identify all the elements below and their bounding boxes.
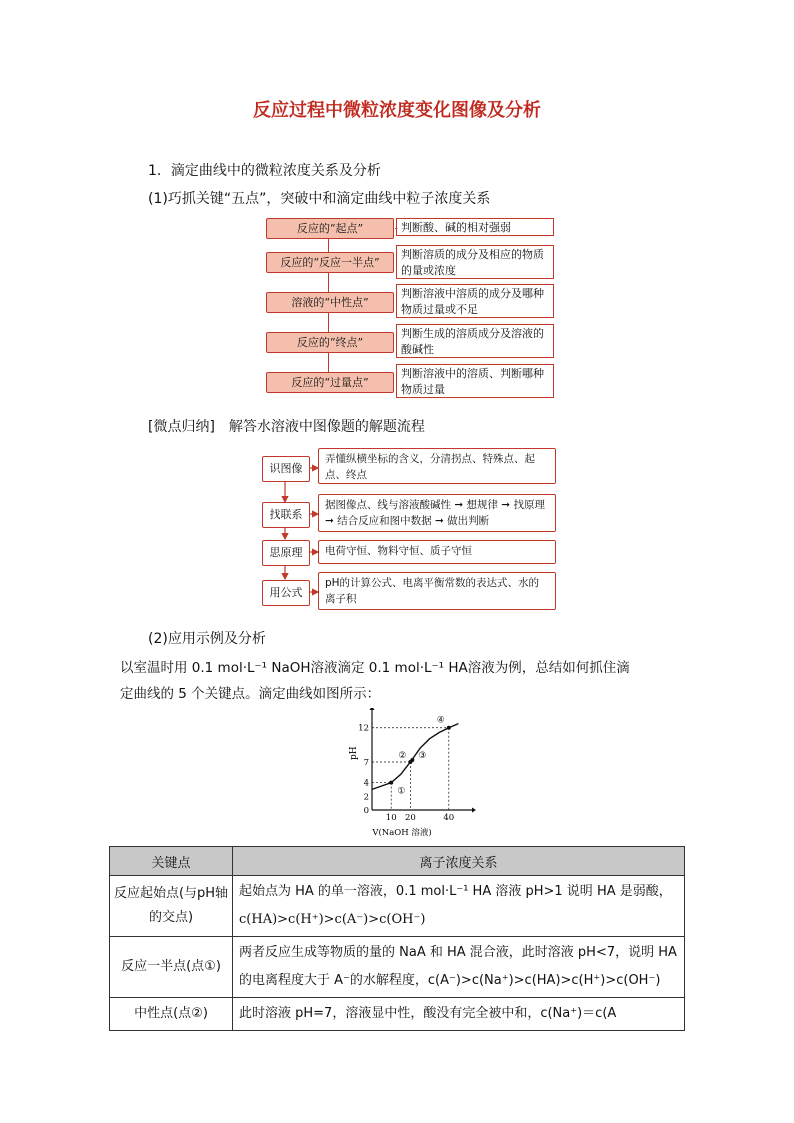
y-axis-label: pH	[349, 746, 359, 760]
relation-line: 此时溶液 pH=7，溶液显中性，酸没有完全被中和，c(Na⁺)＝c(A	[239, 1006, 617, 1021]
x-tick-label: 40	[443, 813, 455, 823]
x-axis-arrow	[472, 808, 476, 813]
key-point-box: 反应的“终点”	[266, 332, 394, 353]
titration-curve-chart	[346, 708, 476, 838]
y-tick-label: 4	[363, 778, 369, 789]
table-cell-key: 反应起始点(与pH轴的交点)	[110, 876, 233, 937]
data-point	[447, 726, 451, 730]
key-point-desc: 判断溶液中的溶质、判断哪种物质过量	[396, 364, 554, 398]
key-point-desc: 判断酸、碱的相对强弱	[396, 218, 554, 236]
table-cell-relation	[233, 876, 685, 937]
relation-line: 起始点为 HA 的单一溶液，0.1 mol·L⁻¹ HA 溶液 pH>1 说明 HA 是弱酸，	[239, 884, 672, 899]
key-point-box: 反应的“反应一半点”	[266, 252, 394, 273]
five-points-flowchart	[262, 214, 562, 400]
key-point-desc: 判断溶质的成分及相应的物质的量或浓度	[396, 245, 554, 279]
procedure-step: 思原理	[262, 540, 310, 566]
point-label: ②	[398, 751, 407, 761]
procedure-desc: 据图像点、线与溶液酸碱性 ➞ 想规律 ➞ 找原理 ➞ 结合反应和图中数据 ➞ 做出判断	[318, 494, 556, 532]
y-tick-label: 0	[363, 806, 369, 816]
procedure-desc: 弄懂纵横坐标的含义，分清拐点、特殊点、起点、终点	[318, 448, 556, 484]
table-cell-key: 中性点(点②)	[110, 998, 233, 1031]
key-point-box: 反应的“起点”	[266, 218, 394, 239]
relation-line: 两者反应生成等物质的量的 NaA 和 HA 混合液，此时溶液 pH<7，说明 HA	[239, 945, 677, 960]
subheading-example: (2)应用示例及分析	[148, 631, 266, 647]
paragraph-line-2: 定曲线的 5 个关键点。滴定曲线如图所示：	[120, 686, 381, 702]
relation-line: c(HA)>c(H⁺)>c(A⁻)>c(OH⁻)	[239, 912, 426, 927]
x-axis-label: V(NaOH 溶液)	[372, 828, 432, 838]
table-header: 离子浓度关系	[233, 847, 685, 876]
data-point	[389, 781, 393, 785]
table-header: 关键点	[110, 847, 233, 876]
y-tick-label: 7	[363, 758, 369, 768]
point-label: ④	[436, 715, 445, 726]
solving-procedure-flowchart	[260, 446, 560, 612]
procedure-step: 识图像	[262, 456, 310, 482]
procedure-step: 用公式	[262, 580, 310, 606]
page-title: 反应过程中微粒浓度变化图像及分析	[253, 100, 541, 121]
procedure-desc: 电荷守恒、物料守恒、质子守恒	[318, 540, 556, 564]
key-point-desc: 判断溶液中溶质的成分及哪种物质过量或不足	[396, 284, 554, 318]
paragraph-line-1: 以室温时用 0.1 mol·L⁻¹ NaOH溶液滴定 0.1 mol·L⁻¹ HA溶液为例，总结如何抓住滴	[120, 660, 630, 676]
key-points-table	[109, 846, 685, 1031]
table-header-row	[110, 847, 685, 876]
procedure-step: 找联系	[262, 502, 310, 528]
y-tick-label: 2	[363, 792, 369, 803]
table-cell-relation	[233, 937, 685, 998]
section-heading-1: 1．滴定曲线中的微粒浓度关系及分析	[148, 163, 381, 179]
key-point-box: 反应的“过量点”	[266, 372, 394, 393]
point-label: ③	[418, 750, 427, 761]
x-tick-label: 20	[404, 813, 416, 823]
summary-heading: [微点归纳] 解答水溶液中图像题的解题流程	[148, 419, 425, 435]
table-row	[110, 876, 685, 937]
table-cell-key: 反应一半点(点①)	[110, 937, 233, 998]
relation-line: 的电离程度大于 A⁻的水解程度，c(A⁻)>c(Na⁺)>c(HA)>c(H⁺)>c(OH⁻)	[239, 973, 661, 988]
titration-curve	[372, 724, 458, 790]
procedure-desc: pH的计算公式、电离平衡常数的表达式、水的离子积	[318, 572, 556, 610]
table-row	[110, 998, 685, 1031]
data-point	[410, 758, 414, 762]
y-tick-label: 12	[358, 723, 369, 734]
subheading-five-points: (1)巧抓关键“五点”，突破中和滴定曲线中粒子浓度关系	[148, 191, 491, 207]
key-point-box: 溶液的“中性点”	[266, 292, 394, 313]
x-tick-label: 10	[385, 813, 397, 823]
table-row	[110, 937, 685, 998]
chart-guides	[372, 728, 449, 810]
key-point-desc: 判断生成的溶质成分及溶液的酸碱性	[396, 324, 554, 358]
point-label: ①	[397, 786, 406, 797]
y-axis-arrow	[370, 708, 375, 710]
table-cell-relation	[233, 998, 685, 1031]
